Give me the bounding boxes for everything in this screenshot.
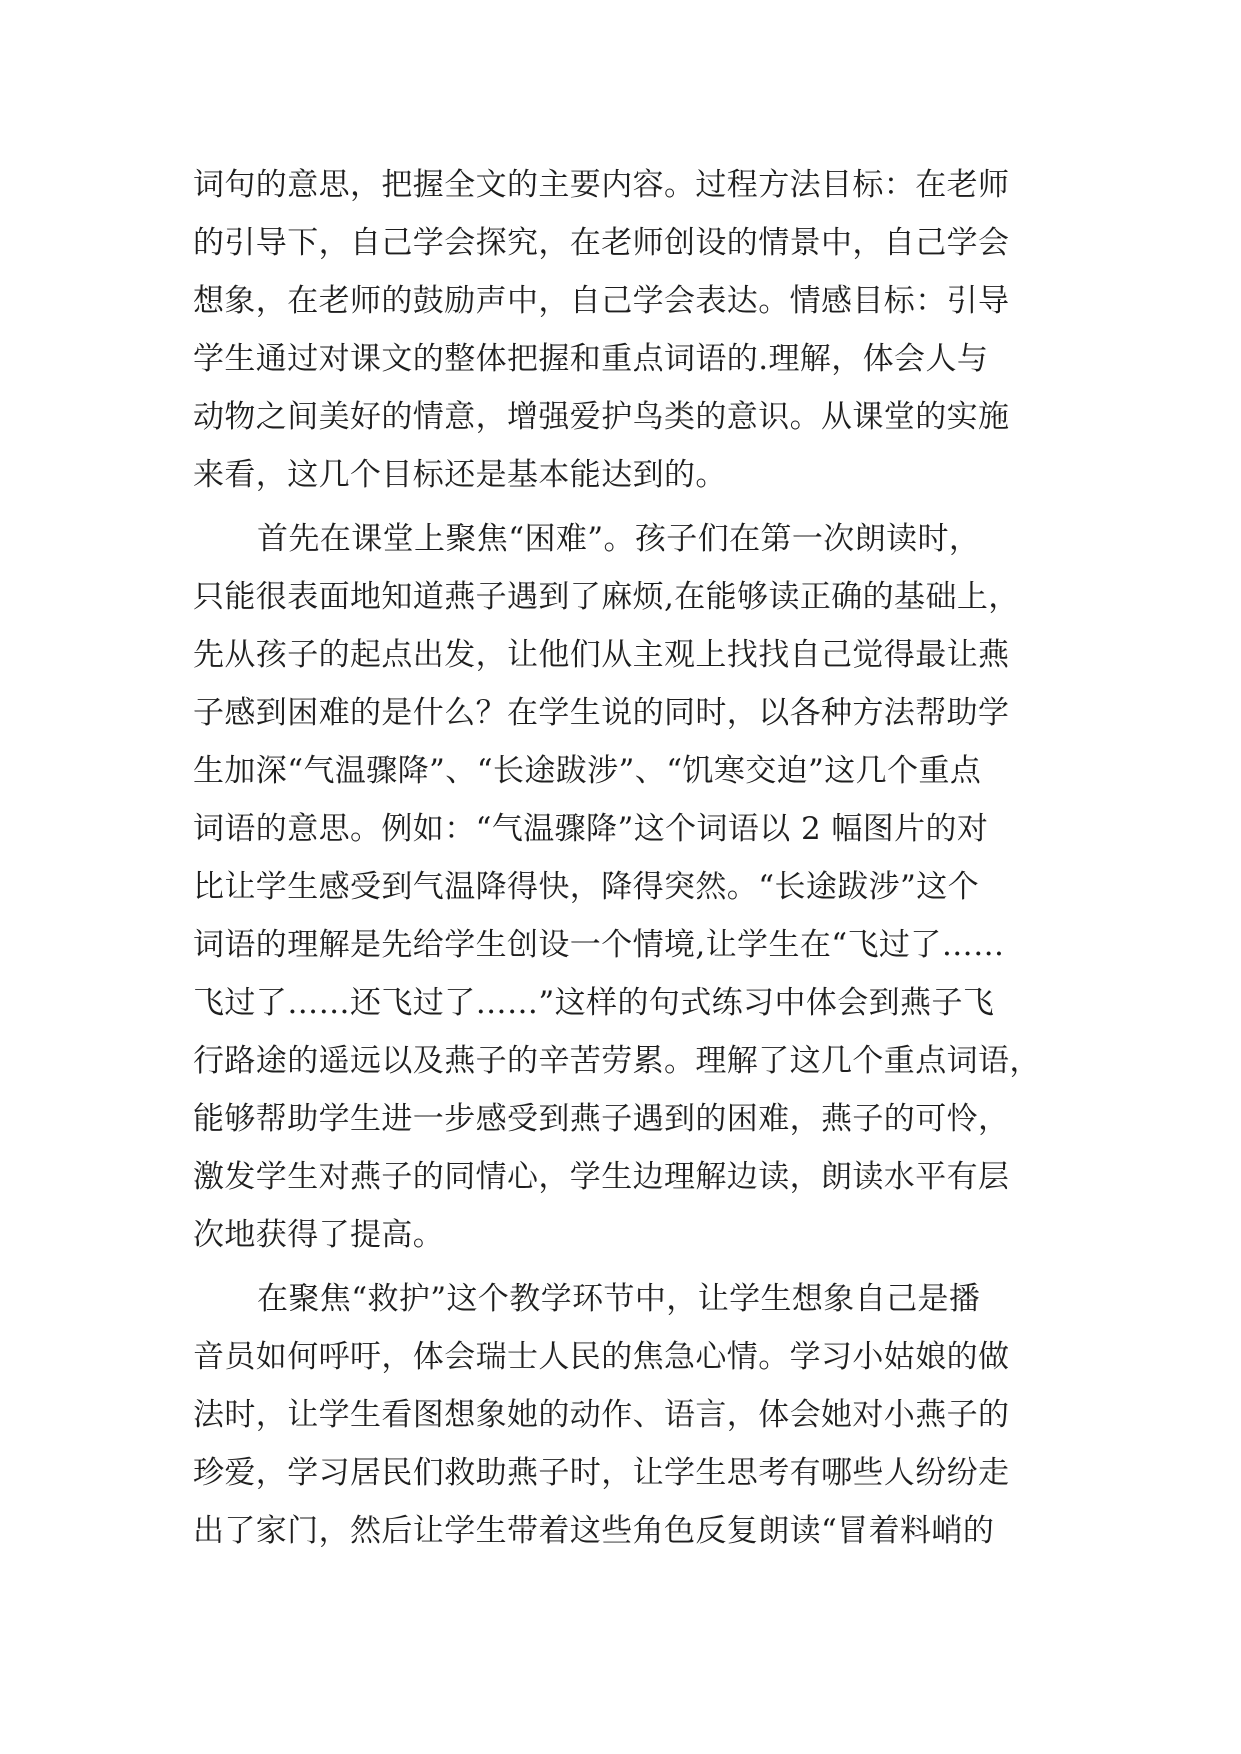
- text-line: 比让学生感受到气温降得快，降得突然。“长途跋涉”这个: [193, 869, 980, 905]
- text-line: 次地获得了提高。: [193, 1217, 445, 1253]
- text-line: 的引导下，自己学会探究，在老师创设的情景中，自己学会: [193, 225, 1010, 261]
- text-line: 出了家门，然后让学生带着这些角色反复朗读“冒着料峭的: [193, 1513, 995, 1549]
- text-line: 词语的理解是先给学生创设一个情境,让学生在“飞过了……: [193, 927, 1005, 963]
- text-line: 学生通过对课文的整体把握和重点词语的.理解，体会人与: [193, 341, 989, 377]
- text-line: 词句的意思，把握全文的主要内容。过程方法目标：在老师: [193, 167, 1010, 203]
- document-body: [193, 156, 1058, 1560]
- text-line: 动物之间美好的情意，增强爱护鸟类的意识。从课堂的实施: [193, 399, 1010, 435]
- text-line: 激发学生对燕子的同情心，学生边理解边读，朗读水平有层: [193, 1159, 1010, 1195]
- paragraph-2: [193, 510, 1058, 1264]
- text-line: 想象，在老师的鼓励声中，自己学会表达。情感目标：引导: [193, 283, 1010, 319]
- text-line: 生加深“气温骤降”、“长途跋涉”、“饥寒交迫”这几个重点: [193, 753, 982, 789]
- text-line: 词语的意思。例如：“气温骤降”这个词语以 2 幅图片的对: [193, 811, 989, 847]
- text-line: 法时，让学生看图想象她的动作、语言，体会她对小燕子的: [193, 1397, 1010, 1433]
- text-line: 子感到困难的是什么？在学生说的同时，以各种方法帮助学: [193, 695, 1010, 731]
- text-line: 来看，这几个目标还是基本能达到的。: [193, 457, 727, 493]
- text-line: 珍爱，学习居民们救助燕子时，让学生思考有哪些人纷纷走: [193, 1455, 1010, 1491]
- text-line: 音员如何呼吁，体会瑞士人民的焦急心情。学习小姑娘的做: [193, 1339, 1010, 1375]
- text-line: 在聚焦“救护”这个教学环节中，让学生想象自己是播: [257, 1281, 981, 1317]
- text-line: 首先在课堂上聚焦“困难”。孩子们在第一次朗读时，: [257, 521, 981, 557]
- text-line: 先从孩子的起点出发，让他们从主观上找找自己觉得最让燕: [193, 637, 1010, 673]
- text-line: 飞过了……还飞过了……”这样的句式练习中体会到燕子飞: [193, 985, 995, 1021]
- text-line: 能够帮助学生进一步感受到燕子遇到的困难，燕子的可怜，: [193, 1101, 1010, 1137]
- paragraph-3: [193, 1270, 1058, 1560]
- text-line: 只能很表面地知道燕子遇到了麻烦,在能够读正确的基础上，: [193, 579, 1020, 615]
- text-line: 行路途的遥远以及燕子的辛苦劳累。理解了这几个重点词语，: [193, 1043, 1041, 1079]
- paragraph-1: [193, 156, 1058, 504]
